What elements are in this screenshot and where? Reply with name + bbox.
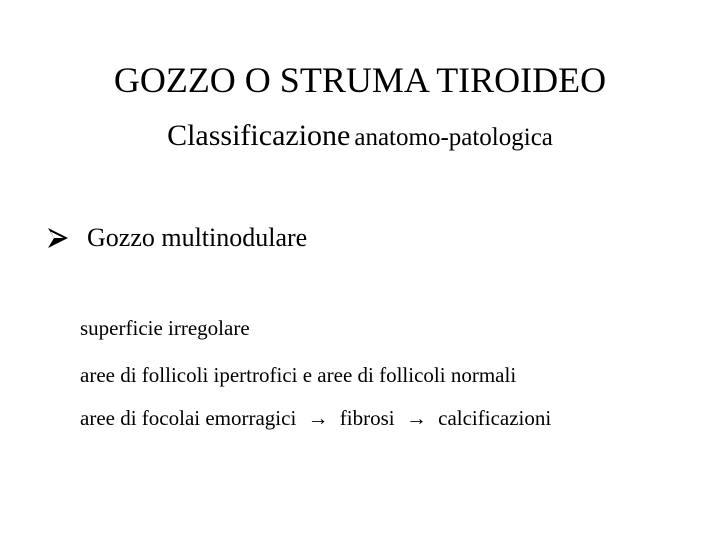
detail-line-3-part1: aree di focolai emorragici bbox=[80, 406, 297, 430]
arrowhead-bullet-icon bbox=[47, 227, 69, 249]
subtitle-anatomo-patologica: anatomo-patologica bbox=[354, 124, 553, 151]
detail-line-3 bbox=[80, 403, 551, 433]
bullet-text: Gozzo multinodulare bbox=[87, 223, 308, 252]
bullet-item bbox=[47, 218, 307, 258]
detail-line-1: superficie irregolare bbox=[80, 316, 250, 340]
right-arrow-icon: → bbox=[405, 406, 427, 430]
detail-line-3-part3: calcificazioni bbox=[438, 406, 552, 430]
subtitle-classificazione: Classificazione bbox=[167, 119, 351, 152]
detail-line-2: aree di follicoli ipertrofici e aree di follicoli normali bbox=[80, 363, 517, 387]
slide-title: GOZZO O STRUMA TIROIDEO bbox=[113, 60, 607, 100]
detail-line-3-part2: fibrosi bbox=[339, 406, 395, 430]
right-arrow-icon: → bbox=[307, 406, 329, 430]
slide-subtitle bbox=[0, 114, 720, 163]
